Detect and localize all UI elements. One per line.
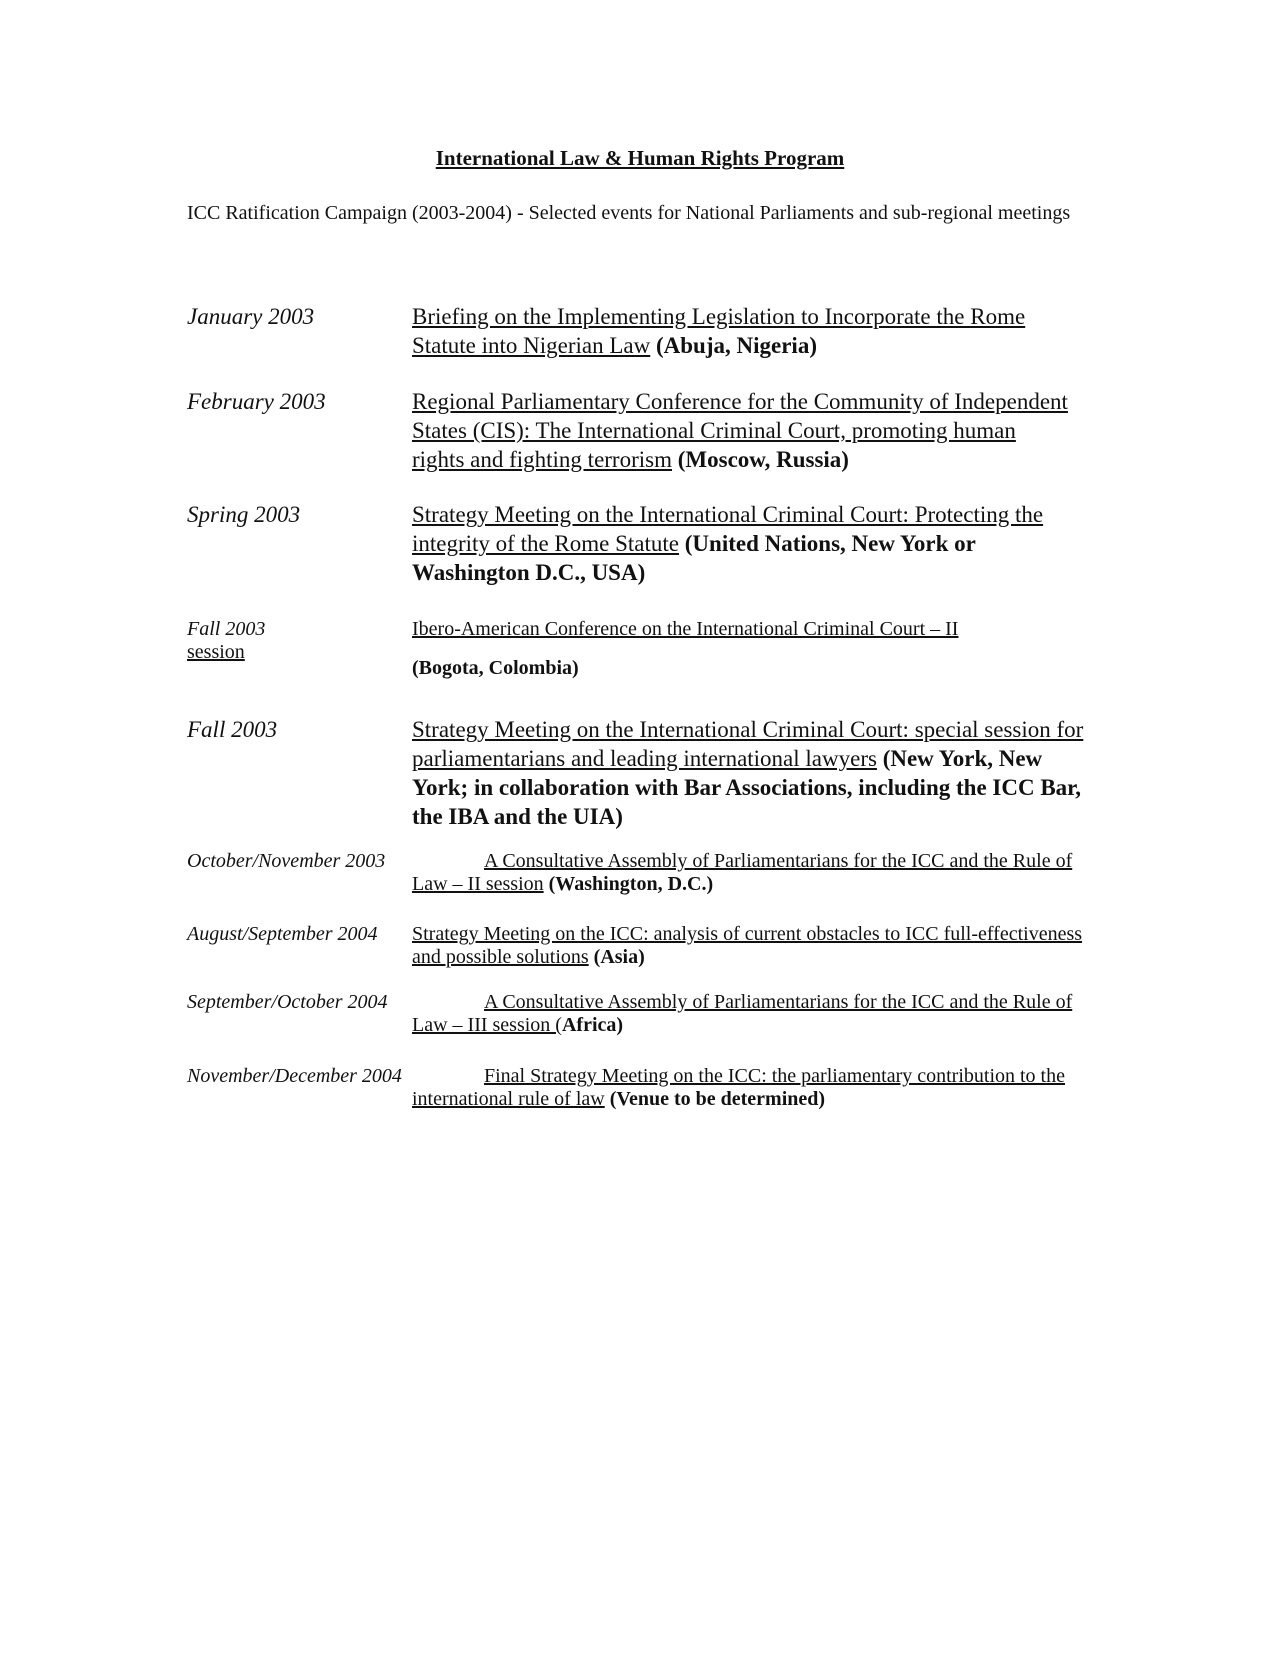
- event-date-line2: session: [187, 641, 245, 663]
- event-title: Ibero-American Conference on the International Criminal Court – II: [412, 618, 959, 640]
- event-location: (Abuja, Nigeria): [656, 333, 817, 358]
- event-description: [412, 387, 1072, 474]
- event-date: October/November 2003: [187, 850, 386, 872]
- page-subtitle: ICC Ratification Campaign (2003-2004) - Selected events for National Parliaments and sub-regional meetings: [187, 202, 1071, 224]
- event-description: [412, 1065, 1092, 1111]
- event-title: Strategy Meeting on the International Criminal Court: Protecting the integrity of the Rome Statute: [412, 502, 1044, 556]
- event-date: Fall 2003: [187, 717, 278, 742]
- event-location: (Bogota, Colombia): [412, 657, 579, 679]
- event-title: Final Strategy Meeting on the ICC: the parliamentary contribution to the international rule of law: [412, 1065, 1065, 1110]
- event-date: November/December 2004: [187, 1065, 402, 1087]
- event-date: September/October 2004: [187, 991, 388, 1013]
- event-title: A Consultative Assembly of Parliamentarians for the ICC and the Rule of Law – II session: [412, 850, 1073, 895]
- event-location: (United Nations, New York or Washington D.C., USA): [412, 531, 976, 585]
- event-title: Regional Parliamentary Conference for the Community of Independent States (CIS): The International Criminal Court, promoting human rights and fighting terrorism: [412, 389, 1068, 472]
- event-date: January 2003: [187, 304, 315, 329]
- event-title: Strategy Meeting on the International Criminal Court: special session for parliamentarians and leading international lawyers: [412, 717, 1084, 771]
- event-date-line1: Fall 2003: [187, 618, 266, 640]
- event-date: Spring 2003: [187, 502, 301, 527]
- event-date: February 2003: [187, 389, 326, 414]
- event-location: Africa): [561, 1014, 624, 1036]
- event-description: [412, 302, 1092, 360]
- event-description: [412, 850, 1092, 896]
- event-title: A Consultative Assembly of Parliamentarians for the ICC and the Rule of Law – III session (: [412, 991, 1073, 1036]
- event-location: (Asia): [593, 946, 645, 968]
- event-location: (Washington, D.C.): [548, 873, 714, 895]
- page-title: International Law & Human Rights Program: [435, 146, 845, 170]
- event-location: (Moscow, Russia): [677, 447, 849, 472]
- event-location: (New York, New York; in collaboration with Bar Associations, including the ICC Bar, the IBA and the UIA): [412, 746, 1082, 829]
- event-date: August/September 2004: [187, 923, 378, 945]
- event-description: [412, 991, 1092, 1037]
- event-title: Briefing on the Implementing Legislation to Incorporate the Rome Statute into Nigerian Law: [412, 304, 1026, 358]
- event-description: [412, 618, 1092, 680]
- event-title: Strategy Meeting on the ICC: analysis of current obstacles to ICC full-effectiveness and possible solutions: [412, 923, 1083, 968]
- event-description: [412, 923, 1092, 969]
- event-location: (Venue to be determined): [609, 1088, 826, 1110]
- event-description: [412, 500, 1092, 587]
- event-description: [412, 715, 1092, 831]
- event-date: [187, 618, 265, 664]
